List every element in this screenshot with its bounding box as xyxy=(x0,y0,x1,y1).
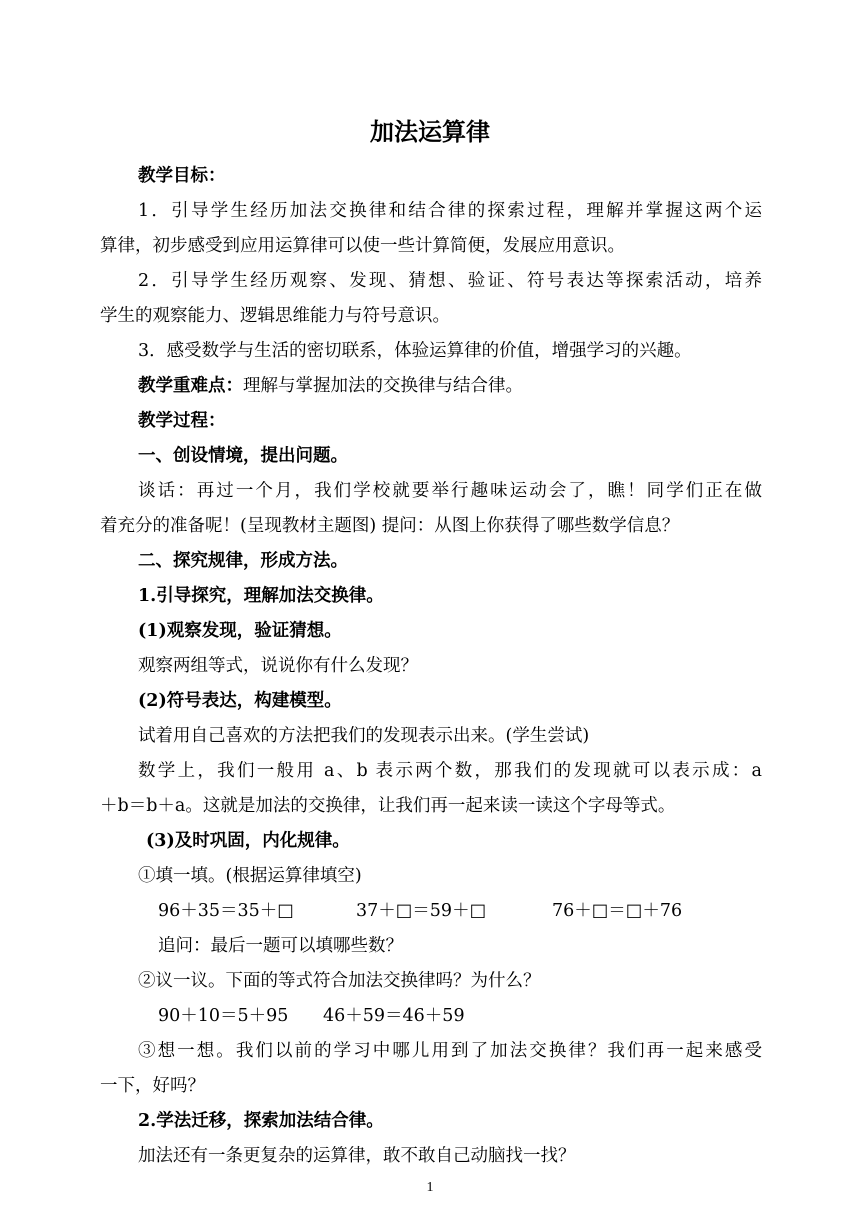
key-points-label: 教学重难点： xyxy=(138,376,243,396)
objective-1-line-1: 1．引导学生经历加法交换律和结合律的探索过程，理解并掌握这两个运 xyxy=(138,201,762,221)
step-2-heading: (2)符号表达，构建模型。 xyxy=(138,691,342,711)
subsection-1-heading: 1.引导探究，理解加法交换律。 xyxy=(138,586,384,606)
step-2-text: 试着用自己喜欢的方法把我们的发现表示出来。(学生尝试) xyxy=(138,726,590,746)
part-one-heading: 一、创设情境，提出问题。 xyxy=(138,446,348,466)
follow-up-question: 追问：最后一题可以填哪些数？ xyxy=(158,936,403,956)
objective-2-line-1: 2．引导学生经历观察、发现、猜想、验证、符号表达等探索活动，培养 xyxy=(138,271,762,291)
math-expression-line-1: 数学上，我们一般用 a、b 表示两个数，那我们的发现就可以表示成：a xyxy=(138,761,762,781)
exercise-2-heading: ②议一议。下面的等式符合加法交换律吗？为什么？ xyxy=(138,971,541,991)
exercise-3-line-2: 一下，好吗？ xyxy=(100,1076,205,1096)
part-two-heading: 二、探究规律，形成方法。 xyxy=(138,551,348,571)
key-points-line xyxy=(138,374,523,398)
step-1-heading: (1)观察发现，验证猜想。 xyxy=(138,621,342,641)
exercise-1-heading: ①填一填。(根据运算律填空) xyxy=(138,866,362,886)
section-heading-process: 教学过程： xyxy=(138,411,226,431)
exercise-1-item-b: 37＋□＝59＋□ xyxy=(356,901,487,921)
section-heading-objectives: 教学目标： xyxy=(138,166,226,186)
objective-3: 3．感受数学与生活的密切联系，体验运算律的价值，增强学习的兴趣。 xyxy=(138,341,692,361)
math-expression-line-2: ＋b＝b＋a。这就是加法的交换律，让我们再一起来读一读这个字母等式。 xyxy=(100,796,676,816)
exercise-3-line-1: ③想一想。我们以前的学习中哪儿用到了加法交换律？我们再一起来感受 xyxy=(138,1041,762,1061)
subsection-2-heading: 2.学法迁移，探索加法结合律。 xyxy=(138,1111,384,1131)
page-number: 1 xyxy=(426,1180,434,1195)
exercise-2-item-a: 90＋10＝5＋95 xyxy=(158,1006,289,1026)
key-points-text: 理解与掌握加法的交换律与结合律。 xyxy=(243,376,523,396)
objective-1-line-2: 算律，初步感受到应用运算律可以使一些计算简便，发展应用意识。 xyxy=(100,236,625,256)
dialogue-line-2: 着充分的准备呢！(呈现教材主题图) 提问：从图上你获得了哪些数学信息？ xyxy=(100,516,680,536)
document-title: 加法运算律 xyxy=(370,118,490,146)
exercise-1-item-c: 76＋□＝□＋76 xyxy=(552,901,683,921)
exercise-2-item-b: 46＋59＝46＋59 xyxy=(323,1006,465,1026)
step-3-heading: (3)及时巩固，内化规律。 xyxy=(146,831,350,851)
dialogue-line-1: 谈话：再过一个月，我们学校就要举行趣味运动会了，瞧！同学们正在做 xyxy=(138,481,762,501)
objective-2-line-2: 学生的观察能力、逻辑思维能力与符号意识。 xyxy=(100,306,450,326)
subsection-2-text: 加法还有一条更复杂的运算律，敢不敢自己动脑找一找？ xyxy=(138,1146,576,1166)
step-1-text: 观察两组等式，说说你有什么发现？ xyxy=(138,656,418,676)
exercise-1-item-a: 96＋35＝35＋□ xyxy=(158,901,294,921)
